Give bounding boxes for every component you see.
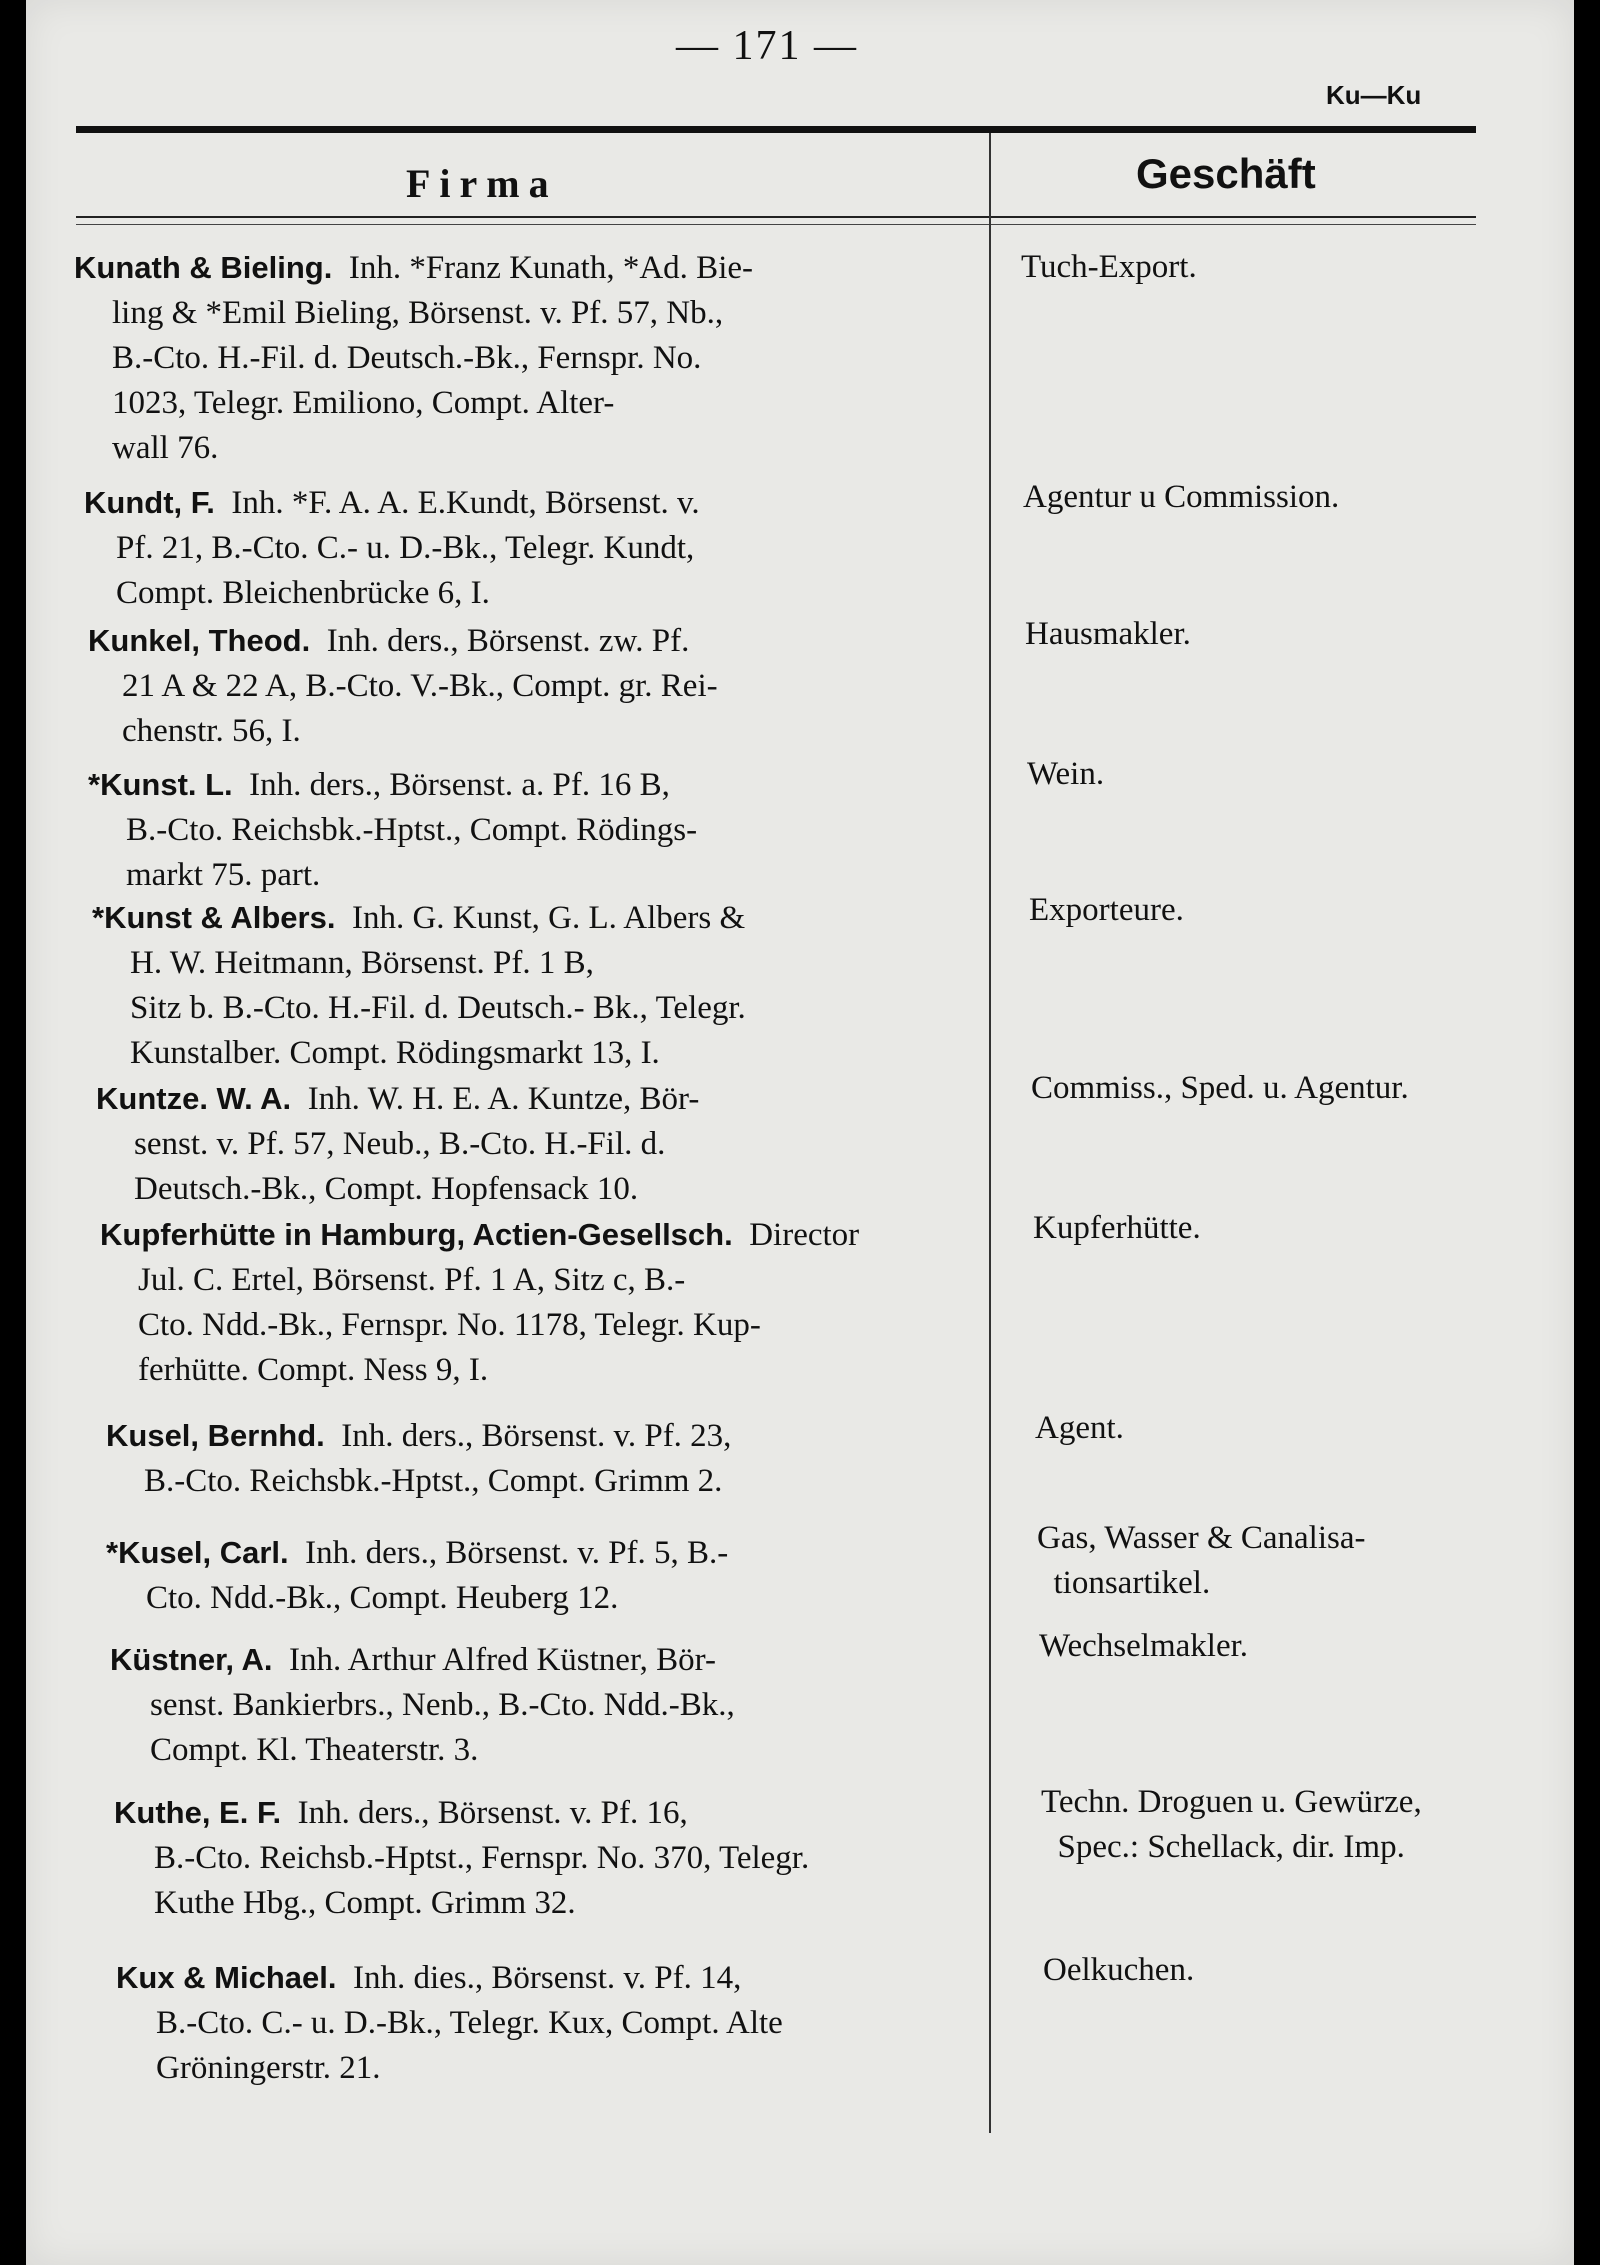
firm-name: Küstner, A. [110,1642,273,1677]
business-type [1021,245,1197,290]
firm-entry [110,1637,981,1773]
firm-name: *Kunst & Albers. [92,900,336,935]
firm-details-text: Cto. Ndd.-Bk., Compt. Heuberg 12. [146,1580,619,1616]
firm-details-text: Inh. ders., Börsenst. v. Pf. 5, B.- [288,1535,729,1571]
business-type-text: Oelkuchen. [1043,1952,1195,1988]
firm-details-text: chenstr. 56, I. [122,713,301,749]
firm-details-text: Inh. ders., Börsenst. v. Pf. 23, [324,1418,732,1454]
column-divider [989,133,991,2133]
firm-details-text: Inh. *F. A. A. E.Kundt, Börsenst. v. [214,485,700,521]
firm-details-text: Inh. dies., Börsenst. v. Pf. 14, [336,1960,742,1996]
firm-entry [96,1076,981,1212]
firm-line [84,480,981,526]
business-type [1035,1406,1124,1451]
firm-entry [88,762,981,898]
business-type [1031,1066,1409,1111]
firm-details-text: Inh. Arthur Alfred Küstner, Bör- [272,1642,716,1678]
firm-name: Kux & Michael. [116,1960,337,1995]
firm-name: Kupferhütte in Hamburg, Actien-Gesellsch. [100,1217,733,1252]
top-rule [76,126,1476,133]
firm-details-text: ling & *Emil Bieling, Börsenst. v. Pf. 57, Nb., [112,295,724,331]
firm-name: *Kunst. L. [88,767,233,802]
firm-details-text: Sitz b. B.-Cto. H.-Fil. d. Deutsch.- Bk., Telegr. [130,990,746,1026]
business-type [1041,1780,1422,1870]
firm-entry [84,480,981,616]
business-type-text: Agentur u Commission. [1023,479,1340,515]
business-type [1043,1948,1194,1993]
firm-name: Kuntze. W. A. [96,1081,292,1116]
firm-details-text: Cto. Ndd.-Bk., Fernspr. No. 1178, Telegr. Kup- [138,1307,761,1343]
firm-entry [74,245,981,471]
column-header-firma: Firma [406,161,558,206]
firm-details-text: B.-Cto. Reichsbk.-Hptst., Compt. Grimm 2. [144,1463,723,1499]
firm-details-text: H. W. Heitmann, Börsenst. Pf. 1 B, [130,945,594,981]
firm-entry [116,1955,981,2091]
firm-entry [100,1212,981,1393]
firm-details-text: Inh. ders., Börsenst. zw. Pf. [310,623,690,659]
firm-details-text: B.-Cto. H.-Fil. d. Deutsch.-Bk., Fernspr. No. [112,340,702,376]
directory-page [26,0,1574,2265]
firm-name: Kunkel, Theod. [88,623,311,658]
firm-name: *Kusel, Carl. [106,1535,289,1570]
firm-details-text: Kuthe Hbg., Compt. Grimm 32. [154,1885,576,1921]
business-type [1033,1206,1201,1251]
business-type [1025,612,1191,657]
business-type-text: Tuch-Export. [1021,249,1197,285]
firm-line [100,1212,981,1258]
firm-details-text: Director [732,1217,860,1253]
firm-name: Kunath & Bieling. [74,250,333,285]
firm-details-text: Kunstalber. Compt. Rödingsmarkt 13, I. [130,1035,660,1071]
firm-line [106,1413,981,1459]
firm-details-text: markt 75. part. [126,857,321,893]
firm-details-text: Inh. G. Kunst, G. L. Albers & [335,900,746,936]
business-type-text: Exporteure. [1029,892,1184,928]
business-type-text: Gas, Wasser & Canalisa- [1037,1520,1366,1556]
firm-details-text: Compt. Bleichenbrücke 6, I. [116,575,490,611]
business-type-text: Wechselmakler. [1039,1628,1249,1664]
business-type [1029,888,1184,933]
business-type [1027,752,1104,797]
firm-details-text: Compt. Kl. Theaterstr. 3. [150,1732,479,1768]
business-type-text: Commiss., Sped. u. Agentur. [1031,1070,1409,1106]
header-rule [76,216,1476,218]
business-type-text: tionsartikel. [1037,1565,1211,1601]
firm-entry [106,1413,981,1504]
firm-line [88,618,981,664]
business-type-text: Kupferhütte. [1033,1210,1201,1246]
firm-details-text: Inh. W. H. E. A. Kuntze, Bör- [291,1081,700,1117]
firm-entry [92,895,981,1076]
business-type-text: Spec.: Schellack, dir. Imp. [1041,1829,1405,1865]
business-type [1037,1516,1366,1606]
business-type-text: Agent. [1035,1410,1124,1446]
firm-details-text: Inh. ders., Börsenst. v. Pf. 16, [281,1795,688,1831]
firm-details-text: 1023, Telegr. Emiliono, Compt. Alter- [112,385,615,421]
firm-details-text: B.-Cto. Reichsbk.-Hptst., Compt. Rödings- [126,812,698,848]
header-rule-thin [76,224,1476,225]
business-type [1039,1624,1248,1669]
business-type-text: Hausmakler. [1025,616,1191,652]
firm-details-text: Jul. C. Ertel, Börsenst. Pf. 1 A, Sitz c, B.- [138,1262,686,1298]
business-type-text: Techn. Droguen u. Gewürze, [1041,1784,1422,1820]
firm-line [106,1530,981,1576]
firm-details-text: B.-Cto. Reichsb.-Hptst., Fernspr. No. 370, Telegr. [154,1840,810,1876]
firm-entry [106,1530,981,1621]
firm-entry [114,1790,981,1926]
firm-details-text: Deutsch.-Bk., Compt. Hopfensack 10. [134,1171,639,1207]
firm-line [88,762,981,808]
firm-details-text: ferhütte. Compt. Ness 9, I. [138,1352,489,1388]
firm-line [110,1637,981,1683]
firm-line [96,1076,981,1122]
firm-name: Kusel, Bernhd. [106,1418,325,1453]
page-range-header: Ku—Ku [1326,80,1422,110]
business-type [1023,475,1339,520]
firm-details-text: wall 76. [112,430,219,466]
firm-name: Kuthe, E. F. [114,1795,282,1830]
column-header-geschaeft: Geschäft [1136,150,1316,197]
firm-details-text: senst. v. Pf. 57, Neub., B.-Cto. H.-Fil. d. [134,1126,666,1162]
firm-details-text: 21 A & 22 A, B.-Cto. V.-Bk., Compt. gr. Rei- [122,668,718,704]
firm-details-text: Inh. ders., Börsenst. a. Pf. 16 B, [232,767,670,803]
firm-details-text: senst. Bankierbrs., Nenb., B.-Cto. Ndd.-Bk., [150,1687,735,1723]
firm-line [116,1955,981,2001]
firm-name: Kundt, F. [84,485,215,520]
firm-details-text: B.-Cto. C.- u. D.-Bk., Telegr. Kux, Compt. Alte [156,2005,783,2041]
firm-details-text: Inh. *Franz Kunath, *Ad. Bie- [332,250,753,286]
firm-line [114,1790,981,1836]
page-number: — 171 — [676,23,858,69]
business-type-text: Wein. [1027,756,1105,792]
firm-entry [88,618,981,754]
firm-details-text: Pf. 21, B.-Cto. C.- u. D.-Bk., Telegr. Kundt, [116,530,695,566]
firm-line [92,895,981,941]
firm-line [74,245,981,291]
firm-details-text: Gröningerstr. 21. [156,2050,381,2086]
